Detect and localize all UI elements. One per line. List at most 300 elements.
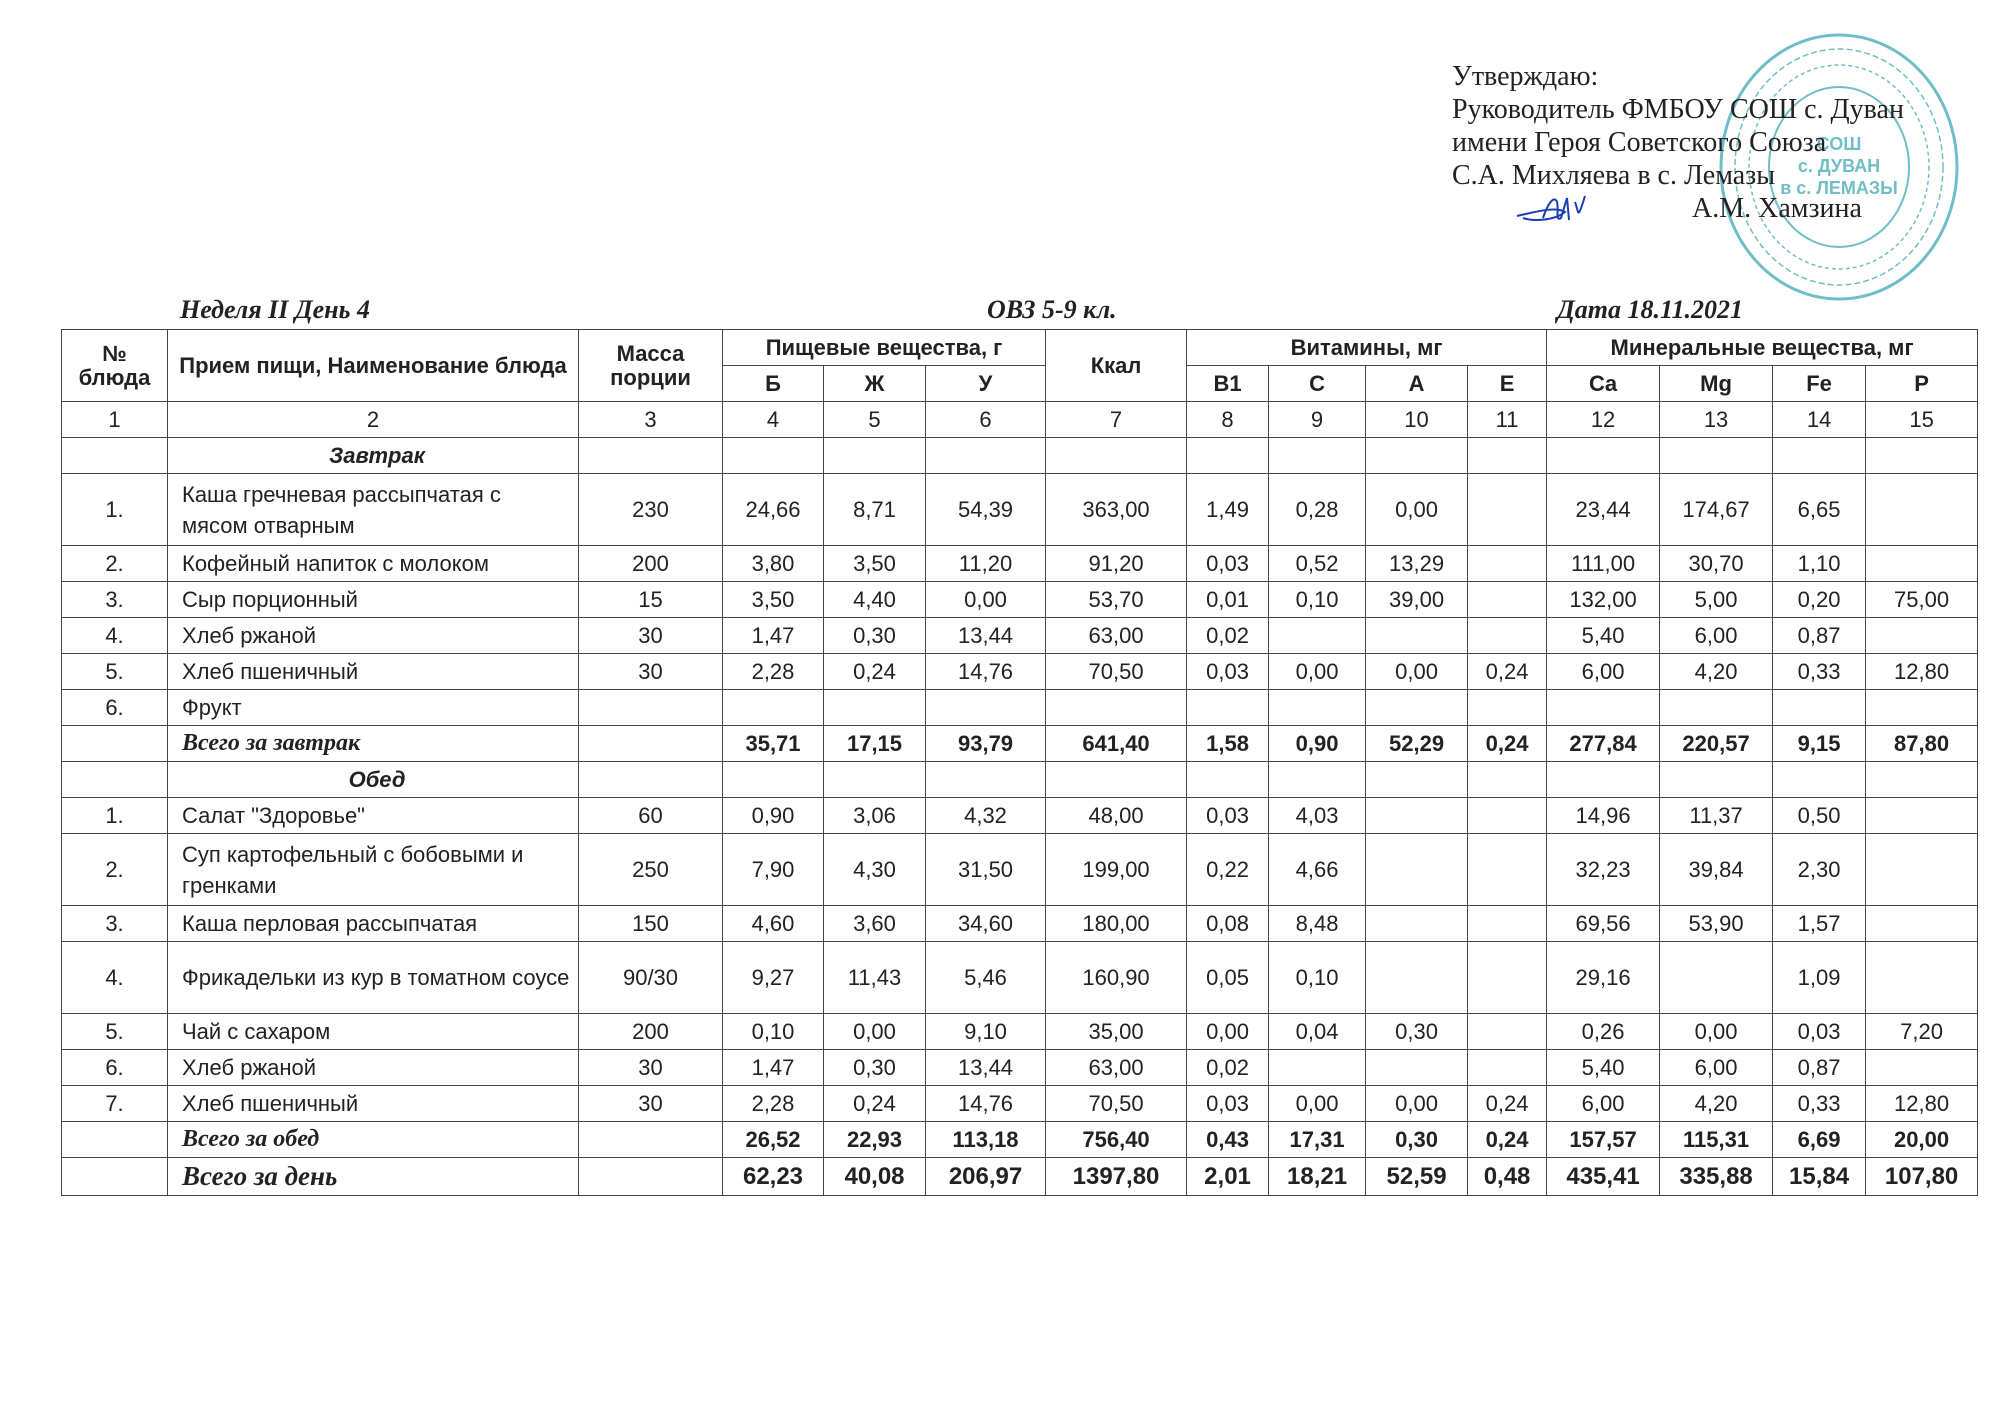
- column-number: 5: [824, 402, 926, 438]
- cell-value: 35,71: [723, 726, 824, 762]
- cell-value: 6,00: [1547, 654, 1660, 690]
- cell-value: [723, 438, 824, 474]
- cell-value: [1187, 690, 1269, 726]
- subheader-mg: Mg: [1660, 366, 1773, 402]
- dish-name: Хлеб ржаной: [168, 618, 579, 654]
- cell-value: 0,52: [1269, 546, 1366, 582]
- cell-value: 7,90: [723, 834, 824, 906]
- svg-text:СОШ: СОШ: [1816, 134, 1862, 154]
- cell-value: 30: [579, 1086, 723, 1122]
- cell-value: 1,47: [723, 1050, 824, 1086]
- column-number: 1: [62, 402, 168, 438]
- column-number: 4: [723, 402, 824, 438]
- cell-value: 14,76: [926, 654, 1046, 690]
- approval-line: Утверждаю:: [1452, 61, 1599, 92]
- cell-value: 6,00: [1660, 618, 1773, 654]
- table-row: [62, 834, 1978, 906]
- column-number: 11: [1468, 402, 1547, 438]
- cell-value: [1866, 474, 1978, 546]
- table-row: [62, 582, 1978, 618]
- section-row: [62, 762, 1978, 798]
- cell-value: [579, 438, 723, 474]
- cell-value: [1468, 582, 1547, 618]
- cell-value: 150: [579, 906, 723, 942]
- subheader-a: A: [1366, 366, 1468, 402]
- cell-value: [1187, 438, 1269, 474]
- cell-value: 1,58: [1187, 726, 1269, 762]
- cell-value: [1547, 690, 1660, 726]
- column-number-row: [62, 402, 1978, 438]
- cell-value: [1366, 942, 1468, 1014]
- cell-value: 53,70: [1046, 582, 1187, 618]
- group-label: ОВЗ 5-9 кл.: [987, 295, 1117, 324]
- cell-value: [1547, 438, 1660, 474]
- cell-value: 4,20: [1660, 1086, 1773, 1122]
- cell-value: [926, 762, 1046, 798]
- cell-value: [1468, 438, 1547, 474]
- cell-value: 0,30: [824, 618, 926, 654]
- table-row: [62, 546, 1978, 582]
- cell-value: [1269, 618, 1366, 654]
- column-number: 3: [579, 402, 723, 438]
- cell-value: [1366, 798, 1468, 834]
- cell-value: 0,02: [1187, 1050, 1269, 1086]
- cell-value: 363,00: [1046, 474, 1187, 546]
- cell-value: 4,40: [824, 582, 926, 618]
- cell-value: [1866, 618, 1978, 654]
- cell-value: 132,00: [1547, 582, 1660, 618]
- cell-value: 29,16: [1547, 942, 1660, 1014]
- cell-value: [1866, 690, 1978, 726]
- cell-value: 9,10: [926, 1014, 1046, 1050]
- column-number: 15: [1866, 402, 1978, 438]
- cell-value: 91,20: [1046, 546, 1187, 582]
- cell-value: 9,15: [1773, 726, 1866, 762]
- cell-value: [1773, 438, 1866, 474]
- subheader-у: У: [926, 366, 1046, 402]
- dish-name: Каша гречневая рассыпчатая с мясом отварным: [168, 474, 579, 546]
- cell-value: 24,66: [723, 474, 824, 546]
- week-day-label: Неделя II День 4: [180, 295, 370, 324]
- cell-value: 1,49: [1187, 474, 1269, 546]
- dish-number: 5.: [62, 1014, 168, 1050]
- dish-name: Каша перловая рассыпчатая: [168, 906, 579, 942]
- cell-value: [1366, 906, 1468, 942]
- cell-value: 60: [579, 798, 723, 834]
- cell-value: 0,24: [824, 654, 926, 690]
- cell-value: 0,00: [1366, 474, 1468, 546]
- date-label: Дата 18.11.2021: [1557, 295, 1744, 324]
- cell-value: 75,00: [1866, 582, 1978, 618]
- cell-value: [1366, 834, 1468, 906]
- cell-value: 52,29: [1366, 726, 1468, 762]
- cell-value: [1547, 762, 1660, 798]
- cell-value: 157,57: [1547, 1122, 1660, 1158]
- cell-value: 5,40: [1547, 1050, 1660, 1086]
- cell-value: 0,02: [1187, 618, 1269, 654]
- cell-value: 199,00: [1046, 834, 1187, 906]
- subheader-fe: Fe: [1773, 366, 1866, 402]
- cell-value: [1366, 762, 1468, 798]
- cell-value: 2,28: [723, 1086, 824, 1122]
- header-nutrients: Пищевые вещества, г: [723, 330, 1046, 366]
- cell-value: 5,00: [1660, 582, 1773, 618]
- dish-name: Хлеб пшеничный: [168, 1086, 579, 1122]
- dish-name: Всего за завтрак: [168, 726, 579, 762]
- header-mass: Масса порции: [579, 330, 723, 402]
- cell-value: 3,06: [824, 798, 926, 834]
- total-row: [62, 1158, 1978, 1196]
- cell-value: 200: [579, 546, 723, 582]
- cell-value: 756,40: [1046, 1122, 1187, 1158]
- cell-value: 13,44: [926, 1050, 1046, 1086]
- cell-value: 0,10: [723, 1014, 824, 1050]
- cell-value: 13,44: [926, 618, 1046, 654]
- cell-value: [1269, 438, 1366, 474]
- cell-value: 0,10: [1269, 582, 1366, 618]
- cell-value: 93,79: [926, 726, 1046, 762]
- cell-value: [1866, 546, 1978, 582]
- cell-value: [1660, 438, 1773, 474]
- cell-value: 4,66: [1269, 834, 1366, 906]
- dish-name: Хлеб пшеничный: [168, 654, 579, 690]
- dish-name: Обед: [168, 762, 579, 798]
- cell-value: 35,00: [1046, 1014, 1187, 1050]
- column-number: 14: [1773, 402, 1866, 438]
- dish-number: 6.: [62, 690, 168, 726]
- cell-value: [1468, 546, 1547, 582]
- cell-value: 70,50: [1046, 1086, 1187, 1122]
- cell-value: 6,00: [1660, 1050, 1773, 1086]
- cell-value: [579, 690, 723, 726]
- cell-value: [1046, 438, 1187, 474]
- cell-value: 40,08: [824, 1158, 926, 1196]
- cell-value: 39,84: [1660, 834, 1773, 906]
- cell-value: 230: [579, 474, 723, 546]
- cell-value: 6,00: [1547, 1086, 1660, 1122]
- table-row: [62, 1050, 1978, 1086]
- cell-value: 0,24: [1468, 1122, 1547, 1158]
- cell-value: 0,33: [1773, 654, 1866, 690]
- cell-value: 0,03: [1773, 1014, 1866, 1050]
- cell-value: 0,33: [1773, 1086, 1866, 1122]
- cell-value: 0,20: [1773, 582, 1866, 618]
- cell-value: [1468, 834, 1547, 906]
- cell-value: 0,03: [1187, 546, 1269, 582]
- cell-value: [1468, 1050, 1547, 1086]
- cell-value: [1773, 690, 1866, 726]
- cell-value: [1866, 438, 1978, 474]
- cell-value: [1468, 798, 1547, 834]
- cell-value: 0,03: [1187, 1086, 1269, 1122]
- cell-value: 0,00: [1366, 654, 1468, 690]
- header-vitamins: Витамины, мг: [1187, 330, 1547, 366]
- cell-value: [1866, 834, 1978, 906]
- cell-value: 4,03: [1269, 798, 1366, 834]
- cell-value: [1866, 762, 1978, 798]
- table-row: [62, 690, 1978, 726]
- dish-name: Фрукт: [168, 690, 579, 726]
- cell-value: 63,00: [1046, 1050, 1187, 1086]
- header-kcal: Ккал: [1046, 330, 1187, 402]
- cell-value: [926, 438, 1046, 474]
- menu-table: [61, 329, 1978, 1196]
- svg-text:в с. ЛЕМАЗЫ: в с. ЛЕМАЗЫ: [1780, 178, 1898, 198]
- cell-value: 15,84: [1773, 1158, 1866, 1196]
- cell-value: 0,30: [1366, 1014, 1468, 1050]
- total-row: [62, 1122, 1978, 1158]
- cell-value: [1660, 690, 1773, 726]
- cell-value: 0,00: [1269, 1086, 1366, 1122]
- cell-value: [1269, 1050, 1366, 1086]
- dish-name: Суп картофельный с бобовыми и гренками: [168, 834, 579, 906]
- cell-value: 17,31: [1269, 1122, 1366, 1158]
- section-row: [62, 438, 1978, 474]
- cell-value: [1866, 942, 1978, 1014]
- cell-value: 0,01: [1187, 582, 1269, 618]
- cell-value: [723, 690, 824, 726]
- cell-value: 0,26: [1547, 1014, 1660, 1050]
- cell-value: 22,93: [824, 1122, 926, 1158]
- cell-value: [1046, 690, 1187, 726]
- cell-value: [1468, 762, 1547, 798]
- dish-number: 4.: [62, 942, 168, 1014]
- cell-value: 111,00: [1547, 546, 1660, 582]
- dish-name: Сыр порционный: [168, 582, 579, 618]
- cell-value: 23,44: [1547, 474, 1660, 546]
- cell-value: 11,37: [1660, 798, 1773, 834]
- cell-value: 1,10: [1773, 546, 1866, 582]
- cell-value: 113,18: [926, 1122, 1046, 1158]
- cell-value: 20,00: [1866, 1122, 1978, 1158]
- header-minerals: Минеральные вещества, мг: [1547, 330, 1978, 366]
- column-number: 7: [1046, 402, 1187, 438]
- subheader-e: E: [1468, 366, 1547, 402]
- table-row: [62, 618, 1978, 654]
- cell-value: 4,32: [926, 798, 1046, 834]
- cell-value: 0,00: [1269, 654, 1366, 690]
- column-number: 13: [1660, 402, 1773, 438]
- cell-value: 6,65: [1773, 474, 1866, 546]
- cell-value: 0,24: [1468, 654, 1547, 690]
- table-row: [62, 942, 1978, 1014]
- cell-value: 0,48: [1468, 1158, 1547, 1196]
- cell-value: 220,57: [1660, 726, 1773, 762]
- cell-value: [579, 1158, 723, 1196]
- column-number: 9: [1269, 402, 1366, 438]
- cell-value: 4,20: [1660, 654, 1773, 690]
- table-row: [62, 906, 1978, 942]
- cell-value: [1773, 762, 1866, 798]
- cell-value: 277,84: [1547, 726, 1660, 762]
- cell-value: 160,90: [1046, 942, 1187, 1014]
- subheader-ж: Ж: [824, 366, 926, 402]
- cell-value: 0,43: [1187, 1122, 1269, 1158]
- subheader-c: C: [1269, 366, 1366, 402]
- cell-value: 107,80: [1866, 1158, 1978, 1196]
- cell-value: 0,87: [1773, 618, 1866, 654]
- dish-name: Хлеб ржаной: [168, 1050, 579, 1086]
- dish-name: Завтрак: [168, 438, 579, 474]
- cell-value: 335,88: [1660, 1158, 1773, 1196]
- column-number: 12: [1547, 402, 1660, 438]
- cell-value: [1468, 618, 1547, 654]
- cell-value: 174,67: [1660, 474, 1773, 546]
- cell-value: 90/30: [579, 942, 723, 1014]
- cell-value: 2,28: [723, 654, 824, 690]
- cell-value: [1468, 942, 1547, 1014]
- cell-value: 14,96: [1547, 798, 1660, 834]
- dish-number: 7.: [62, 1086, 168, 1122]
- cell-value: 0,03: [1187, 798, 1269, 834]
- table-row: [62, 474, 1978, 546]
- cell-value: 180,00: [1046, 906, 1187, 942]
- cell-value: 0,22: [1187, 834, 1269, 906]
- cell-value: 115,31: [1660, 1122, 1773, 1158]
- cell-value: 54,39: [926, 474, 1046, 546]
- cell-value: 0,04: [1269, 1014, 1366, 1050]
- cell-value: 0,03: [1187, 654, 1269, 690]
- cell-value: 30,70: [1660, 546, 1773, 582]
- column-number: 6: [926, 402, 1046, 438]
- cell-value: 0,30: [1366, 1122, 1468, 1158]
- cell-value: 32,23: [1547, 834, 1660, 906]
- cell-value: [1468, 1014, 1547, 1050]
- cell-value: 4,30: [824, 834, 926, 906]
- dish-number: 2.: [62, 834, 168, 906]
- cell-value: 0,24: [1468, 726, 1547, 762]
- cell-value: 435,41: [1547, 1158, 1660, 1196]
- cell-value: [1660, 762, 1773, 798]
- cell-value: [1269, 690, 1366, 726]
- cell-value: 87,80: [1866, 726, 1978, 762]
- cell-value: 6,69: [1773, 1122, 1866, 1158]
- cell-value: 0,00: [1187, 1014, 1269, 1050]
- signer-name: А.М. Хамзина: [1692, 193, 1862, 224]
- cell-value: 0,10: [1269, 942, 1366, 1014]
- cell-value: 200: [579, 1014, 723, 1050]
- cell-value: 31,50: [926, 834, 1046, 906]
- cell-value: [1660, 942, 1773, 1014]
- subheader-б: Б: [723, 366, 824, 402]
- cell-value: [824, 438, 926, 474]
- cell-value: 0,05: [1187, 942, 1269, 1014]
- cell-value: 3,50: [824, 546, 926, 582]
- dish-number: 1.: [62, 474, 168, 546]
- cell-value: 69,56: [1547, 906, 1660, 942]
- cell-value: 0,24: [1468, 1086, 1547, 1122]
- table-row: [62, 1014, 1978, 1050]
- dish-number: 6.: [62, 1050, 168, 1086]
- dish-number: [62, 762, 168, 798]
- cell-value: [1187, 762, 1269, 798]
- cell-value: 2,01: [1187, 1158, 1269, 1196]
- cell-value: 206,97: [926, 1158, 1046, 1196]
- table-row: [62, 1086, 1978, 1122]
- cell-value: 2,30: [1773, 834, 1866, 906]
- dish-number: 3.: [62, 906, 168, 942]
- subheader-ca: Ca: [1547, 366, 1660, 402]
- table-row: [62, 654, 1978, 690]
- cell-value: [1366, 1050, 1468, 1086]
- dish-name: Всего за день: [168, 1158, 579, 1196]
- cell-value: 250: [579, 834, 723, 906]
- cell-value: 0,00: [1366, 1086, 1468, 1122]
- cell-value: 0,08: [1187, 906, 1269, 942]
- cell-value: [1468, 906, 1547, 942]
- dish-name: Фрикадельки из кур в томатном соусе: [168, 942, 579, 1014]
- cell-value: [1046, 762, 1187, 798]
- cell-value: 0,30: [824, 1050, 926, 1086]
- svg-text:с. ДУВАН: с. ДУВАН: [1797, 156, 1881, 176]
- cell-value: 62,23: [723, 1158, 824, 1196]
- cell-value: 11,43: [824, 942, 926, 1014]
- dish-number: [62, 726, 168, 762]
- header-name: Прием пищи, Наименование блюда: [168, 330, 579, 402]
- total-row: [62, 726, 1978, 762]
- signature: [1515, 192, 1605, 228]
- cell-value: 0,00: [824, 1014, 926, 1050]
- cell-value: 30: [579, 654, 723, 690]
- cell-value: 17,15: [824, 726, 926, 762]
- header-num: № блюда: [62, 330, 168, 402]
- cell-value: 1,09: [1773, 942, 1866, 1014]
- dish-name: Салат "Здоровье": [168, 798, 579, 834]
- cell-value: 63,00: [1046, 618, 1187, 654]
- cell-value: 8,71: [824, 474, 926, 546]
- cell-value: 0,00: [1660, 1014, 1773, 1050]
- cell-value: 5,46: [926, 942, 1046, 1014]
- cell-value: 48,00: [1046, 798, 1187, 834]
- cell-value: 70,50: [1046, 654, 1187, 690]
- dish-number: [62, 1158, 168, 1196]
- cell-value: 3,50: [723, 582, 824, 618]
- cell-value: [579, 1122, 723, 1158]
- cell-value: 1397,80: [1046, 1158, 1187, 1196]
- dish-number: 3.: [62, 582, 168, 618]
- cell-value: 7,20: [1866, 1014, 1978, 1050]
- cell-value: 641,40: [1046, 726, 1187, 762]
- dish-number: 5.: [62, 654, 168, 690]
- approval-line: имени Героя Советского Союза: [1452, 127, 1827, 158]
- approval-line: Руководитель ФМБОУ СОШ с. Дуван: [1452, 94, 1904, 125]
- cell-value: [1866, 1050, 1978, 1086]
- cell-value: 0,00: [926, 582, 1046, 618]
- cell-value: 53,90: [1660, 906, 1773, 942]
- cell-value: [1866, 798, 1978, 834]
- cell-value: [1866, 906, 1978, 942]
- cell-value: [579, 762, 723, 798]
- cell-value: [824, 690, 926, 726]
- dish-number: [62, 438, 168, 474]
- column-number: 10: [1366, 402, 1468, 438]
- cell-value: 30: [579, 618, 723, 654]
- cell-value: 0,90: [723, 798, 824, 834]
- cell-value: 13,29: [1366, 546, 1468, 582]
- column-number: 8: [1187, 402, 1269, 438]
- cell-value: 5,40: [1547, 618, 1660, 654]
- cell-value: [1468, 474, 1547, 546]
- cell-value: 34,60: [926, 906, 1046, 942]
- cell-value: 0,87: [1773, 1050, 1866, 1086]
- cell-value: 26,52: [723, 1122, 824, 1158]
- cell-value: 0,90: [1269, 726, 1366, 762]
- cell-value: 12,80: [1866, 654, 1978, 690]
- subheader-p: P: [1866, 366, 1978, 402]
- approval-line: С.А. Михляева в с. Лемазы: [1452, 160, 1776, 191]
- dish-name: Чай с сахаром: [168, 1014, 579, 1050]
- cell-value: 18,21: [1269, 1158, 1366, 1196]
